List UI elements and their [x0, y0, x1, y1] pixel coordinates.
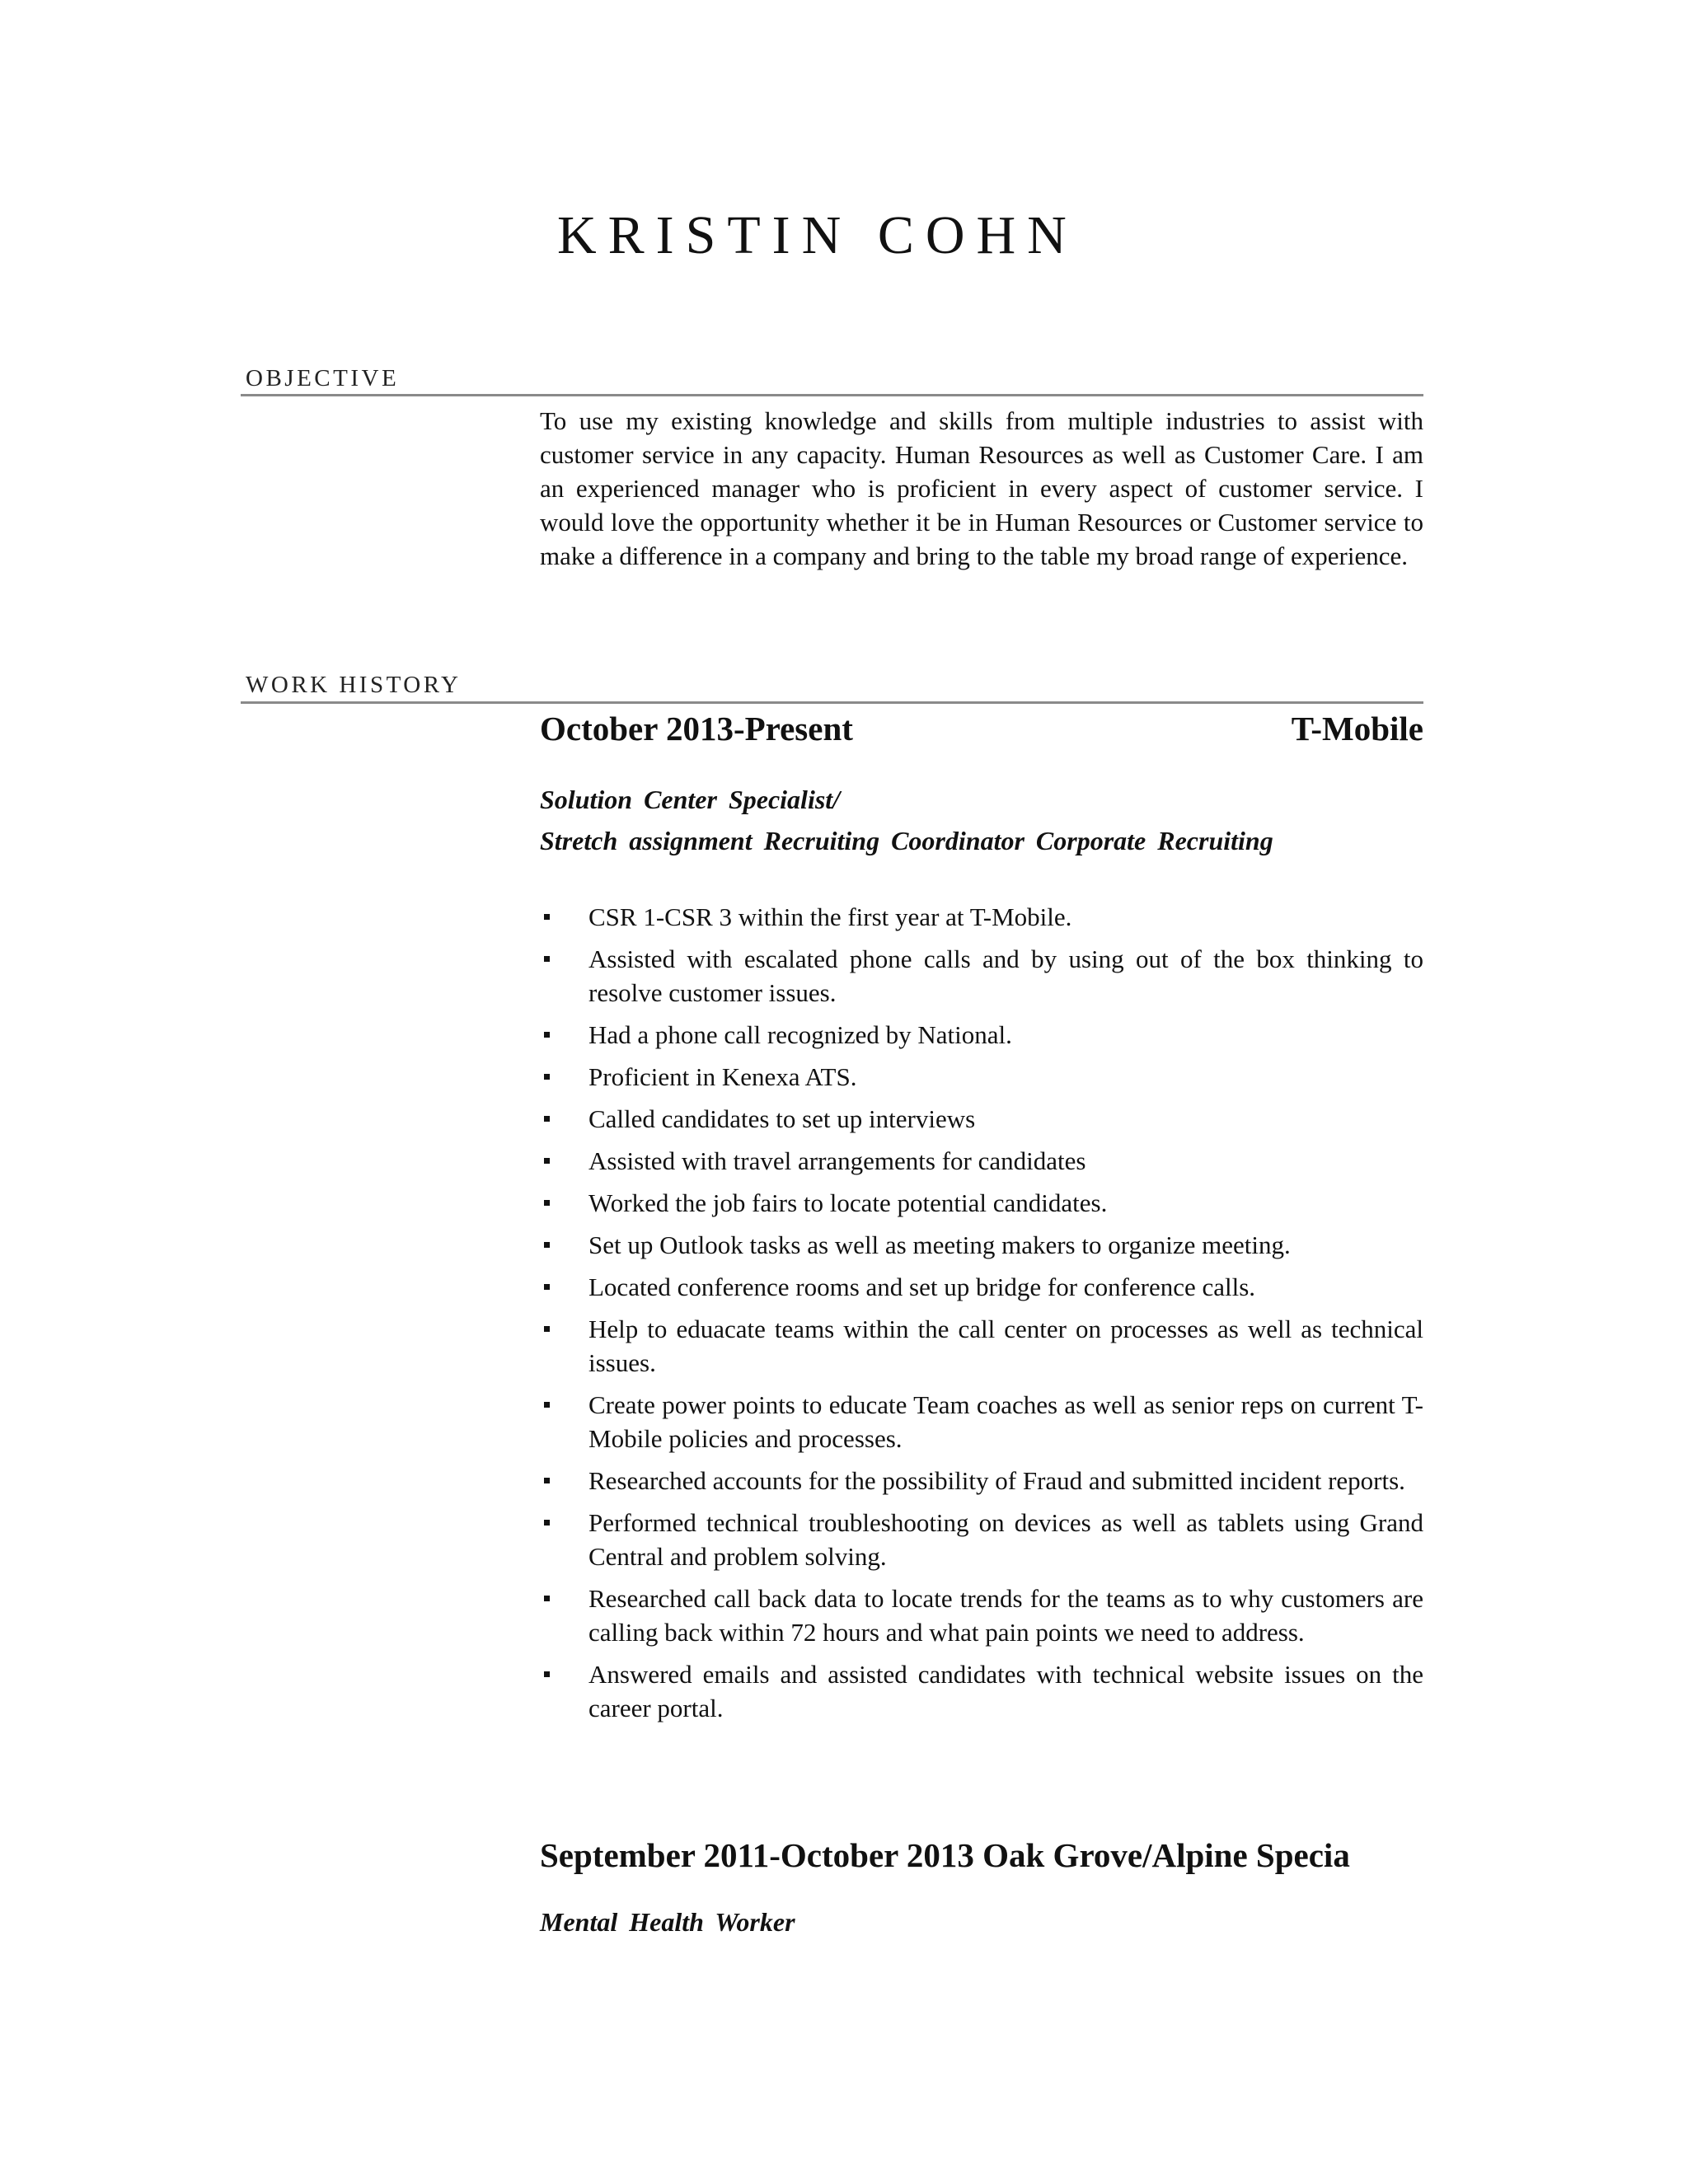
list-item: Had a phone call recognized by National.: [540, 1018, 1423, 1052]
objective-text: To use my existing knowledge and skills from multiple industries to assist with customer service in any capacity. Human Resources as well as Customer Care. I am an experienced manager who is proficient in every aspect of customer service. I would love the opportunity whether it be in Human Resources or Customer service to make a difference in a company and bring to the table my broad range of experience.: [540, 406, 1423, 570]
bullet-square-icon: [544, 1116, 550, 1122]
list-item: Set up Outlook tasks as well as meeting makers to organize meeting.: [540, 1228, 1423, 1262]
list-item: Researched accounts for the possibility of Fraud and submitted incident reports.: [540, 1464, 1423, 1497]
list-item: Answered emails and assisted candidates with technical website issues on the career portal.: [540, 1657, 1423, 1725]
bullet-square-icon: [544, 914, 550, 920]
bullet-square-icon: [544, 1596, 550, 1601]
job-company: T-Mobile: [1291, 710, 1423, 748]
list-item: Located conference rooms and set up bridge for conference calls.: [540, 1270, 1423, 1304]
job-bullet-list: [540, 900, 1423, 1733]
bullet-square-icon: [544, 1074, 550, 1080]
list-item: Proficient in Kenexa ATS.: [540, 1060, 1423, 1094]
job-role-line-1: Solution Center Specialist/: [540, 785, 841, 814]
work-history-divider: [241, 701, 1423, 704]
bullet-square-icon: [544, 1032, 550, 1038]
candidate-name: KRISTIN COHN: [557, 205, 1078, 265]
list-item: Help to eduacate teams within the call center on processes as well as technical issues.: [540, 1312, 1423, 1380]
bullet-square-icon: [544, 1671, 550, 1677]
job-dates: October 2013-Present: [540, 710, 853, 748]
bullet-square-icon: [544, 1158, 550, 1164]
bullet-square-icon: [544, 1242, 550, 1248]
bullet-square-icon: [544, 1200, 550, 1206]
bullet-square-icon: [544, 1284, 550, 1290]
objective-divider: [241, 394, 1423, 396]
job-role-line-2: Stretch assignment Recruiting Coordinator Corporate Recruiting: [540, 826, 1273, 855]
bullet-square-icon: [544, 1326, 550, 1332]
bullet-square-icon: [544, 1478, 550, 1483]
list-item: Create power points to educate Team coaches as well as senior reps on current T-Mobile policies and processes.: [540, 1388, 1423, 1455]
list-item: Researched call back data to locate trends for the teams as to why customers are calling back within 72 hours and what pain points we need to address.: [540, 1582, 1423, 1649]
list-item: Performed technical troubleshooting on devices as well as tablets using Grand Central and problem solving.: [540, 1506, 1423, 1573]
list-item: CSR 1-CSR 3 within the first year at T-Mobile.: [540, 900, 1423, 934]
list-item: Assisted with travel arrangements for candidates: [540, 1144, 1423, 1178]
list-item: Assisted with escalated phone calls and by using out of the box thinking to resolve customer issues.: [540, 942, 1423, 1010]
bullet-square-icon: [544, 956, 550, 962]
bullet-square-icon: [544, 1402, 550, 1408]
job-header-oak-grove: September 2011-October 2013 Oak Grove/Alpine Specia: [540, 1836, 1350, 1874]
bullet-square-icon: [544, 1520, 550, 1526]
list-item: Called candidates to set up interviews: [540, 1102, 1423, 1136]
work-history-heading: WORK HISTORY: [246, 672, 462, 698]
list-item: Worked the job fairs to locate potential candidates.: [540, 1186, 1423, 1220]
objective-heading: OBJECTIVE: [246, 365, 400, 391]
job-role-mental-health: Mental Health Worker: [540, 1907, 795, 1937]
